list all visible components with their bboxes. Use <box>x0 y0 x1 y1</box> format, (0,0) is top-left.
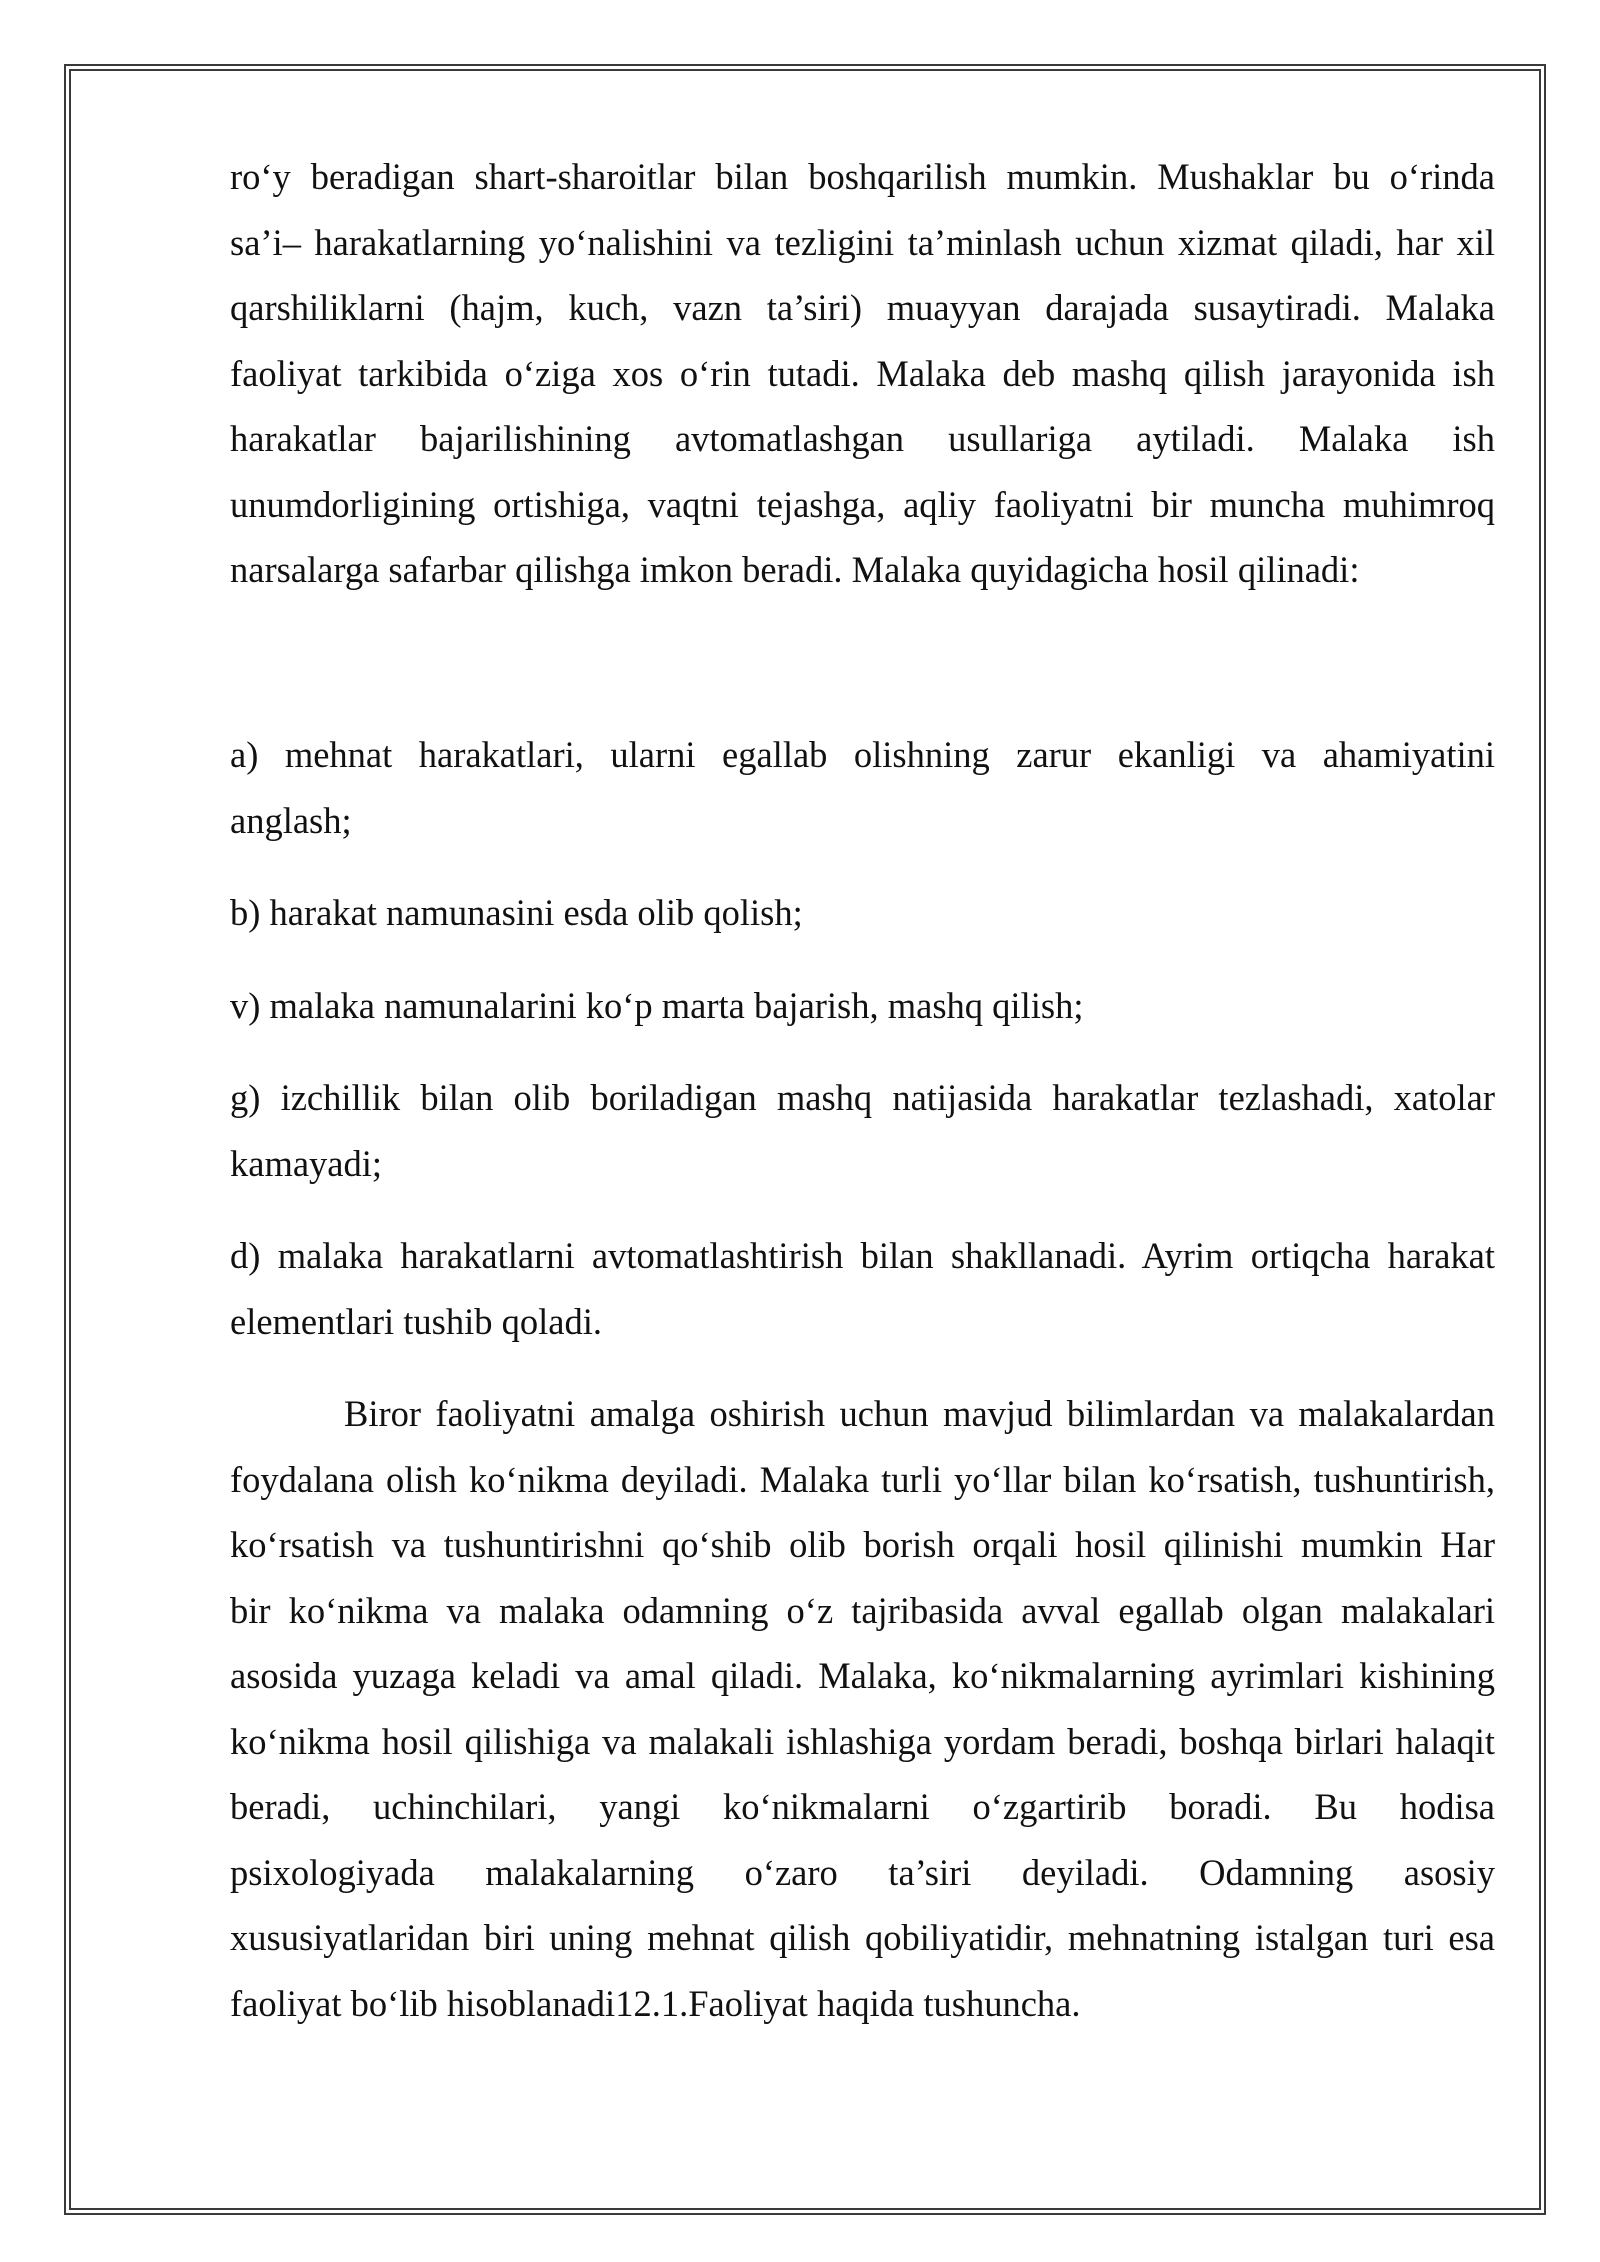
paragraph-line: ro‘y beradigan shart-sharoitlar bilan boshqarilish mumkin. Mushaklar bu o‘rinda <box>230 156 1495 197</box>
paragraph-line: qarshiliklarni (hajm, kuch, vazn ta’siri) muayyan darajada susaytiradi. Malaka <box>230 287 1495 328</box>
paragraph-line: faoliyat bo‘lib hisoblanadi12.1.Faoliyat haqida tushuncha. <box>230 1982 1081 2024</box>
list-item-line: kamayadi; <box>230 1142 383 1184</box>
list-item-g <box>230 1065 1495 1196</box>
paragraph-line: ko‘rsatish va tushuntirishni qo‘shib olib borish orqali hosil qilinishi mumkin Har <box>230 1524 1495 1565</box>
list-item-line: d) malaka harakatlarni avtomatlashtirish bilan shakllanadi. Ayrim ortiqcha harakat <box>230 1235 1495 1276</box>
paragraph-line: harakatlar bajarilishining avtomatlashgan usullariga aytiladi. Malaka ish <box>230 418 1495 459</box>
intro-paragraph <box>230 144 1495 603</box>
paragraph-line: asosida yuzaga keladi va amal qiladi. Malaka, ko‘nikmalarning ayrimlari kishining <box>230 1655 1495 1696</box>
list-item-line: v) malaka namunalarini ko‘p marta bajarish, mashq qilish; <box>230 984 1084 1026</box>
paragraph-line: xususiyatlaridan biri uning mehnat qilish qobiliyatidir, mehnatning istalgan turi esa <box>230 1917 1495 1958</box>
paragraph-line: psixologiyada malakalarning o‘zaro ta’siri deyiladi. Odamning asosiy <box>230 1851 1495 1893</box>
list-item-line: anglash; <box>230 799 352 841</box>
empty-paragraph <box>230 630 1495 696</box>
list-item-line: g) izchillik bilan olib boriladigan mashq natijasida harakatlar tezlashadi, xatolar <box>230 1077 1495 1118</box>
list-item-line: a) mehnat harakatlari, ularni egallab olishning zarur ekanligi va ahamiyatini <box>230 734 1495 775</box>
paragraph-line: faoliyat tarkibida o‘ziga xos o‘rin tutadi. Malaka deb mashq qilish jarayonida ish <box>230 352 1495 394</box>
paragraph-line: ko‘nikma hosil qilishiga va malakali ishlashiga yordam beradi, boshqa birlari halaqit <box>230 1720 1495 1762</box>
list-item-b <box>230 880 1495 946</box>
paragraph-line: foydalana olish ko‘nikma deyiladi. Malaka turli yo‘llar bilan ko‘rsatish, tushuntirish, <box>230 1458 1495 1500</box>
document-body <box>230 144 1495 2063</box>
list-item-line: b) harakat namunasini esda olib qolish; <box>230 892 803 933</box>
paragraph-line: narsalarga safarbar qilishga imkon beradi. Malaka quyidagicha hosil qilinadi: <box>230 549 1360 590</box>
paragraph-line: unumdorligining ortishiga, vaqtni tejashga, aqliy faoliyatni bir muncha muhimroq <box>230 483 1495 525</box>
paragraph-line: Biror faoliyatni amalga oshirish uchun mavjud bilimlardan va malakalardan <box>344 1393 1495 1434</box>
list-item-v <box>230 973 1495 1039</box>
list-item-line: elementlari tushib qoladi. <box>230 1300 603 1342</box>
paragraph-line: bir ko‘nikma va malaka odamning o‘z tajribasida avval egallab olgan malakalari <box>230 1589 1495 1631</box>
paragraph-line: beradi, uchinchilari, yangi ko‘nikmalarni o‘zgartirib boradi. Bu hodisa <box>230 1786 1495 1827</box>
list-item-a <box>230 722 1495 853</box>
list-item-d <box>230 1223 1495 1354</box>
closing-paragraph <box>230 1381 1495 2036</box>
paragraph-line: sa’i– harakatlarning yo‘nalishini va tezligini ta’minlash uchun xizmat qiladi, har xil <box>230 221 1495 263</box>
